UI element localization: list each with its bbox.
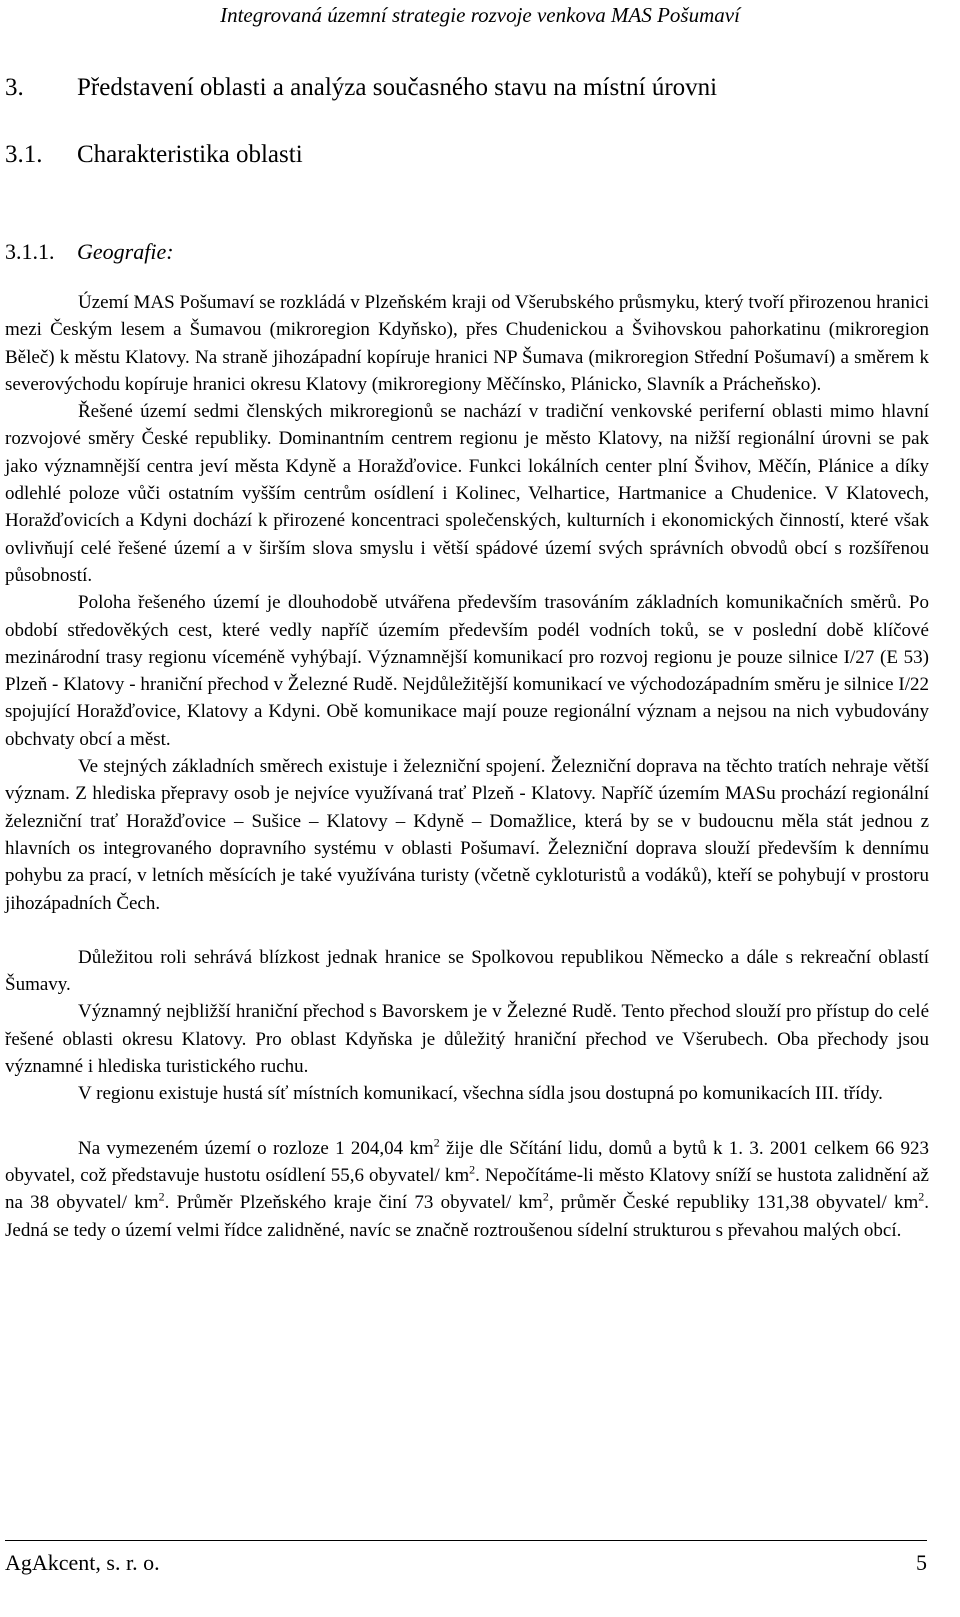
running-header: Integrovaná územní strategie rozvoje venkova MAS Pošumaví — [220, 3, 740, 27]
paragraph: Poloha řešeného území je dlouhodobě utvářena především trasováním základních komunikačních směrů. Po období středověkých cest, které vedly napříč územím především podél vodních toků, se v poslední době klíčové mezinárodní trasy regionu víceméně vyhýbají. Významnější komunikací pro rozvoj regionu je pouze silnice I/27 (E 53) Plzeň - Klatovy - hraniční přechod v Železné Rudě. Nejdůležitější komunikací ve východozápadním směru je silnice I/22 spojující Horažďovice, Klatovy a Kdyni. Obě komunikace mají pouze regionální význam a nejsou na nich vybudovány obchvaty obcí a měst. — [5, 592, 929, 750]
superscript: 2 — [433, 1135, 440, 1150]
superscript: 2 — [158, 1189, 165, 1204]
page-number: 5 — [916, 1550, 927, 1575]
chapter-number: 3. — [5, 74, 24, 101]
paragraph: Důležitou roli sehrává blízkost jednak hranice se Spolkovou republikou Německo a dále s rekreační oblastí Šumavy. — [5, 946, 929, 996]
superscript: 2 — [542, 1189, 549, 1204]
paragraph-population: Na vymezeném území o rozloze 1 204,04 $km^2$ žije dle Sčítání lidu, domů a bytů k 1. 3. 2001 celkem 66 923 obyvatel, což představuje hustotu osídlení 55,6 obyvatel/ $km^2$. Nepočítáme-li město Klatovy sníží se hustota zalidnění až na 38 obyvatel/ $km^2$. Průměr Plzeňského kraje činí 73 obyvatel/ $km^2$, průměr České republiky 131,38 obyvatel/ $km^2$. Jedná se tedy o území velmi řídce zalidněné, navíc se značně roztroušenou sídelní strukturou s převahou malých obcí. — [5, 1135, 929, 1241]
page-footer — [5, 1540, 927, 1577]
superscript: 2 — [469, 1162, 476, 1177]
superscript: 2 — [918, 1189, 925, 1204]
chapter-heading — [5, 73, 717, 103]
footer-company: AgAkcent, s. r. o. — [5, 1550, 160, 1575]
section-heading — [5, 140, 303, 170]
subsection-number: 3.1.1. — [5, 239, 55, 264]
paragraph: Ve stejných základních směrech existuje i železniční spojení. Železniční doprava na těchto tratích nehraje větší význam. Z hlediska přepravy osob je nejvíce využívaná trať Plzeň - Klatovy. Napříč územím MASu prochází regionální železniční trať Horažďovice – Sušice – Klatovy – Kdyně – Domažlice, která by se v budoucnu měla stát jednou z hlavních os integrovaného dopravního systému v oblasti Pošumaví. Železniční doprava slouží především k dennímu pohybu za prací, v letních měsících je také využívána turisty (včetně cykloturistů a vodáků), kteří se pohybují v prostoru jihozápadních Čech. — [5, 756, 929, 914]
paragraph: Řešené území sedmi členských mikroregionů se nachází v tradiční venkovské periferní oblasti mimo hlavní rozvojové směry České republiky. Dominantním centrem regionu je město Klatovy, na nižší regionální úrovni se pak jako významnější centra jeví města Kdyně a Horažďovice. Funkci lokálních center plní Švihov, Měčín, Plánice a díky odlehlé poloze vůči ostatním vyšším centrům osídlení i Kolinec, Velhartice, Hartmanice a Chudenice. V Klatovech, Horažďovicích a Kdyni dochází k přirozené koncentraci společenských, kulturních i ekonomických činností, které však ovlivňují celé řešené území a v širším slova smyslu i větší spádové území svých správních obvodů obcí s rozšířenou působností. — [5, 401, 929, 586]
chapter-title: Představení oblasti a analýza současného stavu na místní úrovni — [77, 74, 718, 101]
subsection-heading — [5, 237, 174, 267]
paragraph: V regionu existuje hustá síť místních komunikací, všechna sídla jsou dostupná po komunikacích III. třídy. — [78, 1083, 883, 1105]
paragraph: Významný nejbližší hraniční přechod s Bavorskem je v Železné Rudě. Tento přechod slouží pro přístup do celé řešené oblasti okresu Klatovy. Pro oblast Kdyňska je důležitý hraniční přechod ve Všerubech. Oba přechody jsou významné i hlediska turistického ruchu. — [5, 1001, 929, 1078]
body-text — [5, 289, 929, 1244]
section-title: Charakteristika oblasti — [77, 141, 303, 168]
section-number: 3.1. — [5, 141, 43, 168]
subsection-title: Geografie: — [77, 239, 174, 264]
paragraph: Území MAS Pošumaví se rozkládá v Plzeňském kraji od Všerubského průsmyku, který tvoří přirozenou hranici mezi Českým lesem a Šumavou (mikroregion Kdyňsko), přes Chudenickou a Švihovskou pahorkatinu (mikroregion Běleč) k městu Klatovy. Na straně jihozápadní kopíruje hranici NP Šumava (mikroregion Střední Pošumaví) a směrem k severovýchodu kopíruje hranici okresu Klatovy (mikroregiony Měčínsko, Plánicko, Slavník a Prácheňsko). — [5, 292, 929, 395]
